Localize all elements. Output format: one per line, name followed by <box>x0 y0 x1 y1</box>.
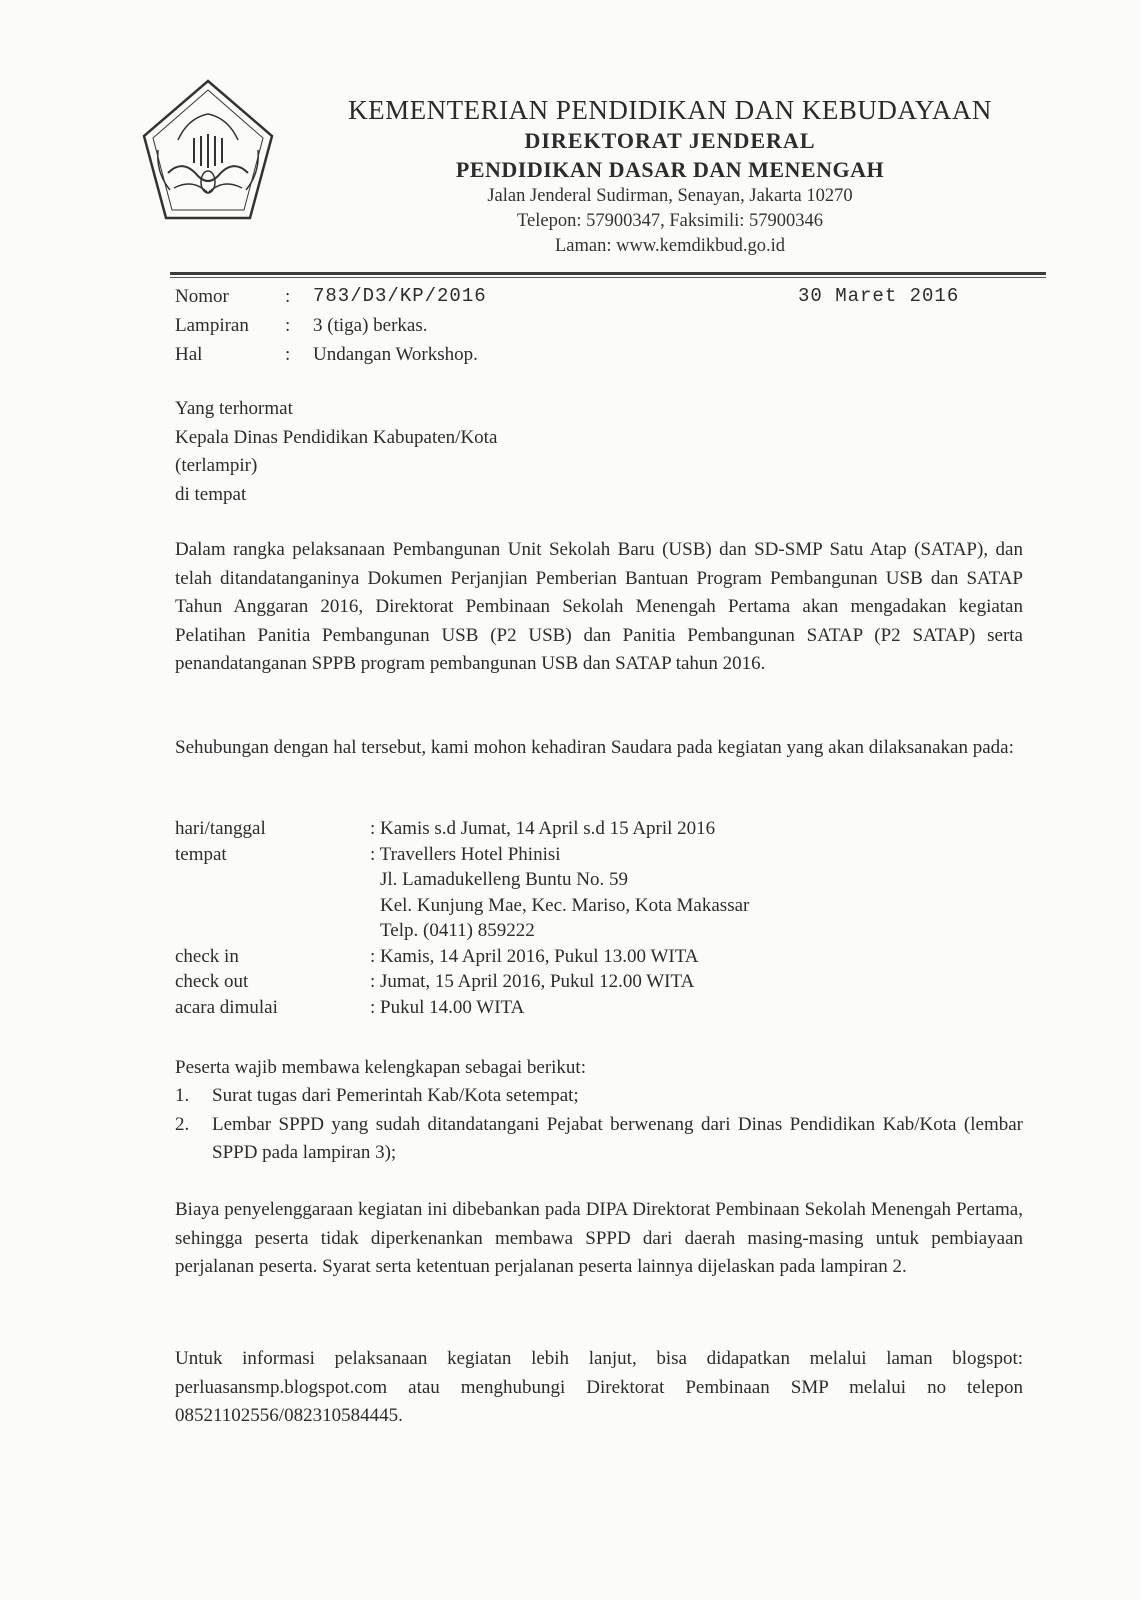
lampiran-row <box>175 311 487 340</box>
body-paragraph-4: Biaya penyelenggaraan kegiatan ini dibebankan pada DIPA Direktorat Pembinaan Sekolah Menengah Pertama, sehingga peserta tidak diperkenankan membawa SPPD dari daerah masing-masing untuk pembiayaan perjalanan peserta. Syarat serta ketentuan perjalanan peserta lainnya dijelaskan pada lampiran 2. <box>175 1199 1023 1277</box>
event-schedule <box>175 816 749 1020</box>
division-name: PENDIDIKAN DASAR DAN MENENGAH <box>455 157 885 182</box>
ministry-name: KEMENTERIAN PENDIDIKAN DAN KEBUDAYAAN <box>348 95 992 125</box>
lampiran-label: Lampiran <box>175 315 249 336</box>
recipient-salutation: Yang terhormat <box>175 398 293 419</box>
venue-phone: Telp. (0411) 859222 <box>380 920 535 941</box>
requirements-list <box>175 1082 1023 1168</box>
schedule-row <box>175 995 749 1021</box>
schedule-label: check in <box>175 945 239 967</box>
letterhead-phone: Telepon: 57900347, Faksimili: 57900346 <box>517 211 823 231</box>
schedule-label: check out <box>175 971 249 992</box>
schedule-value: : Pukul 14.00 WITA <box>370 996 525 1018</box>
schedule-row <box>175 944 749 970</box>
hal-value: Undangan Workshop. <box>313 344 478 365</box>
schedule-label: hari/tanggal <box>175 818 266 839</box>
body-paragraph-5: Untuk informasi pelaksanaan kegiatan lebih lanjut, bisa didapatkan melalui laman blogspot: perluasansmp.blogspot.com atau menghubungi Direktorat Pembinaan SMP melalui no telepon 08521102556/082310584445. <box>175 1348 1023 1426</box>
list-item <box>175 1082 1023 1111</box>
recipient-block <box>175 395 497 509</box>
separator: : <box>285 286 291 307</box>
hal-row <box>175 340 487 369</box>
ministry-logo <box>138 78 278 224</box>
schedule-row <box>175 969 749 995</box>
letter-metadata <box>175 282 487 369</box>
schedule-row <box>175 893 749 919</box>
list-item <box>175 1111 1023 1168</box>
recipient-note: (terlampir) <box>175 455 258 476</box>
nomor-row <box>175 282 487 311</box>
lampiran-value: 3 (tiga) berkas. <box>313 315 428 336</box>
schedule-value: : Jumat, 15 April 2016, Pukul 12.00 WITA <box>370 971 695 992</box>
list-item-number: 1. <box>175 1085 190 1106</box>
separator: : <box>285 315 291 336</box>
letterhead-divider-thick <box>170 272 1046 275</box>
schedule-label: tempat <box>175 843 227 865</box>
schedule-row <box>175 867 749 893</box>
venue-address-line: Jl. Lamadukelleng Buntu No. 59 <box>380 869 629 890</box>
nomor-value: 783/D3/KP/2016 <box>313 285 487 307</box>
tut-wuri-handayani-emblem-icon <box>138 78 278 224</box>
body-paragraph-2: Sehubungan dengan hal tersebut, kami mohon kehadiran Saudara pada kegiatan yang akan dilaksanakan pada: <box>175 737 1014 758</box>
directorate-name: DIREKTORAT JENDERAL <box>524 128 816 153</box>
letterhead-address: Jalan Jenderal Sudirman, Senayan, Jakarta 10270 <box>487 186 853 206</box>
list-item-text: Surat tugas dari Pemerintah Kab/Kota setempat; <box>212 1085 579 1106</box>
separator: : <box>285 344 291 365</box>
hal-label: Hal <box>175 344 203 365</box>
letter-date: 30 Maret 2016 <box>798 285 960 307</box>
list-item-number: 2. <box>175 1113 190 1135</box>
schedule-value: : Travellers Hotel Phinisi <box>370 843 561 865</box>
recipient-location: di tempat <box>175 483 247 505</box>
recipient-title: Kepala Dinas Pendidikan Kabupaten/Kota <box>175 426 498 448</box>
schedule-value: : Kamis s.d Jumat, 14 April s.d 15 April 2016 <box>370 818 716 839</box>
letterhead-website: Laman: www.kemdikbud.go.id <box>554 236 785 256</box>
letterhead <box>300 94 1040 259</box>
list-item-text: Lembar SPPD yang sudah ditandatangani Pejabat berwenang dari Dinas Pendidikan Kab/Kota (lembar SPPD pada lampiran 3); <box>212 1113 1023 1163</box>
schedule-value: : Kamis, 14 April 2016, Pukul 13.00 WITA <box>370 945 699 967</box>
body-paragraph-1: Dalam rangka pelaksanaan Pembangunan Unit Sekolah Baru (USB) dan SD-SMP Satu Atap (SATAP), dan telah ditandatanganinya Dokumen Perjanjian Pemberian Bantuan Program Pembangunan USB dan SATAP Tahun Anggaran 2016, Direktorat Pembinaan Sekolah Menengah Pertama akan mengadakan kegiatan Pelatihan Panitia Pembangunan USB (P2 USB) dan Panitia Pembangunan SATAP (P2 SATAP) serta penandatanganan SPPB program pembangunan USB dan SATAP tahun 2016. <box>175 539 1023 674</box>
nomor-label: Nomor <box>175 286 229 307</box>
schedule-label: acara dimulai <box>175 996 278 1018</box>
schedule-row <box>175 842 749 868</box>
venue-address-line: Kel. Kunjung Mae, Kec. Mariso, Kota Makassar <box>380 894 750 916</box>
schedule-row <box>175 816 749 842</box>
body-paragraph-3: Peserta wajib membawa kelengkapan sebagai berikut: <box>175 1057 586 1078</box>
schedule-row <box>175 918 749 944</box>
letterhead-divider-thin <box>170 277 1046 278</box>
